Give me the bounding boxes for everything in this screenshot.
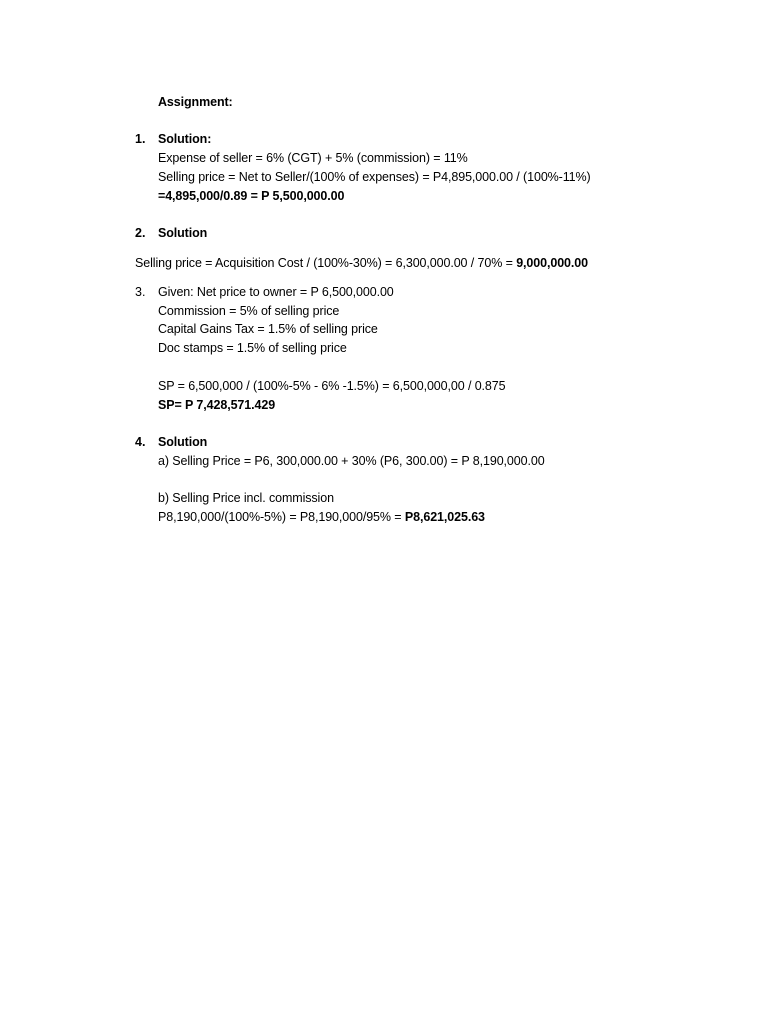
item-1-number: 1. [135, 132, 146, 146]
item-3-line-3: Capital Gains Tax = 1.5% of selling price [158, 322, 378, 336]
item-1-label: Solution: [158, 132, 212, 146]
item-3-line-4: Doc stamps = 1.5% of selling price [158, 341, 347, 355]
item-4-line-3 [158, 508, 485, 526]
item-3-number: 3. [135, 285, 146, 299]
assignment-heading: Assignment: [158, 95, 233, 109]
item-4-line-3-prefix: P8,190,000/(100%-5%) = P8,190,000/95% = [158, 510, 405, 524]
item-4-number: 4. [135, 435, 146, 449]
item-4-line-3-result: P8,621,025.63 [404, 510, 485, 524]
item-2-label: Solution [158, 226, 208, 240]
item-1-line-3-text: =4,895,000/0.89 = P 5,500,000.00 [158, 189, 345, 203]
item-3-line-1: Given: Net price to owner = P 6,500,000.00 [158, 285, 394, 299]
item-2-line-1-result: 9,000,000.00 [516, 256, 588, 270]
item-3-line-5: SP = 6,500,000 / (100%-5% - 6% -1.5%) = 6,500,000,00 / 0.875 [158, 379, 506, 393]
item-4-line-2: b) Selling Price incl. commission [158, 491, 334, 505]
item-3-line-2: Commission = 5% of selling price [158, 304, 340, 318]
item-4-label: Solution [158, 435, 208, 449]
item-1-line-2: Selling price = Net to Seller/(100% of expenses) = P4,895,000.00 / (100%-11%) [158, 170, 591, 184]
item-2-line-1-prefix: Selling price = Acquisition Cost / (100%-30%) = 6,300,000.00 / 70% = [135, 256, 517, 270]
item-1-line-3 [158, 187, 344, 205]
item-2-line-1 [135, 254, 588, 272]
item-4-line-1: a) Selling Price = P6, 300,000.00 + 30% (P6, 300.00) = P 8,190,000.00 [158, 454, 545, 468]
item-3-line-6: SP= P 7,428,571.429 [158, 398, 276, 412]
item-1-line-1: Expense of seller = 6% (CGT) + 5% (commission) = 11% [158, 151, 468, 165]
item-2-number: 2. [135, 226, 146, 240]
